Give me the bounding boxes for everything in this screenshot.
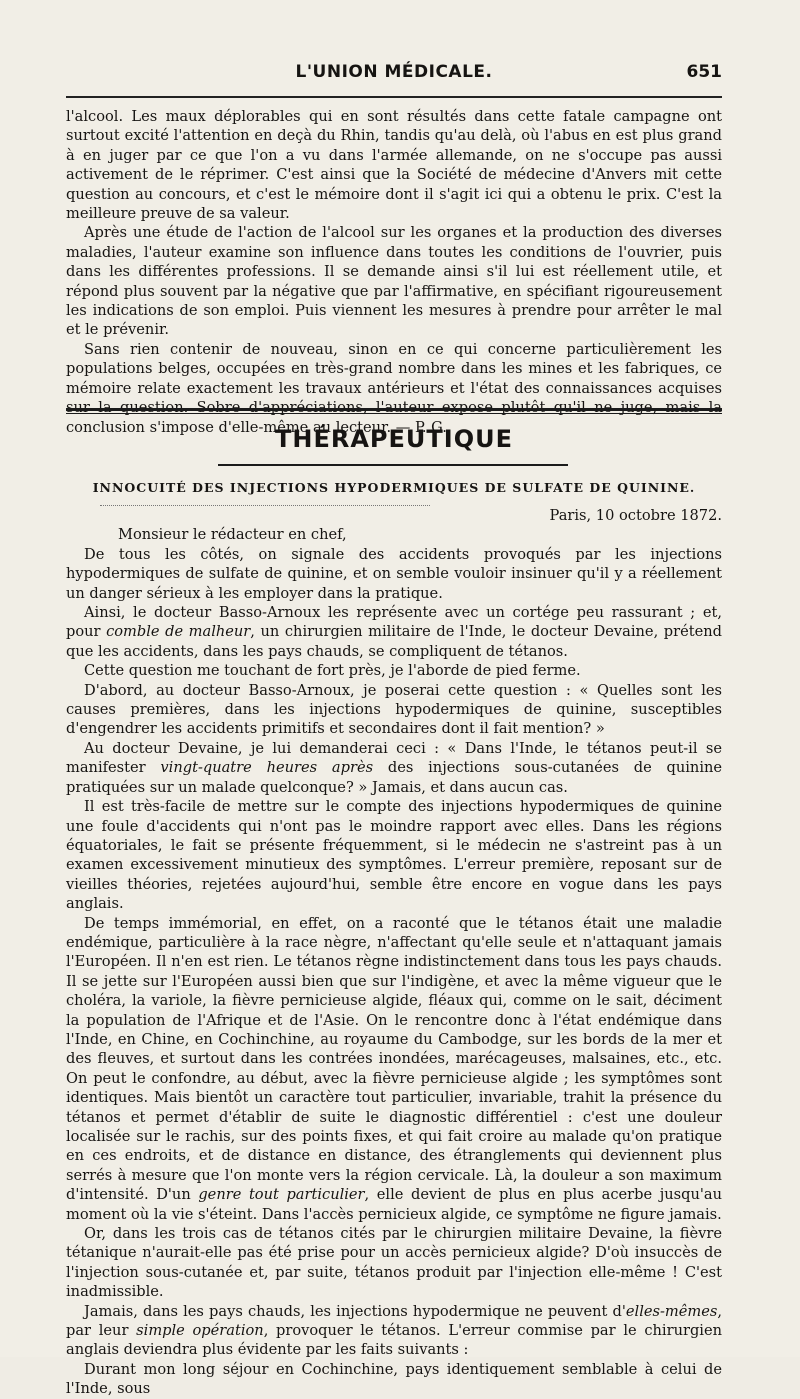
intro-paragraph-2: Après une étude de l'action de l'alcool sur les organes et la production des diverses maladies, l'auteur examine son influence dans toutes les conditions de l'ouvrier, puis dans les différentes professions. Il se demande ainsi s'il lui est réellement utile, et répond plus souvent par la négative que par l'affirmative, en spécifiant rigoureusement les indications de son emploi. Puis viennent les mesures à prendre pour arrêter le mal et le prévenir. <box>66 224 722 339</box>
letter-paragraph-4: D'abord, au docteur Basso-Arnoux, je poserai cette question : « Quelles sont les causes premières, dans les injections hypodermiques de quinine, susceptibles d'engendrer les accidents primitifs et secondaires dont il fait mention? » <box>66 681 722 738</box>
intro-text-block <box>66 107 722 437</box>
letter-paragraph-8: Or, dans les trois cas de tétanos cités par le chirurgien militaire Devaine, la fièvre tétanique n'aurait-elle pas été prise pour un accès pernicieux algide? D'où insuccès de l'injection sous-cutanée et, par suite, tétanos produit par l'injection elle-même ! C'est inadmissible. <box>66 1225 722 1301</box>
header-rule <box>66 96 722 98</box>
intro-paragraph-3: Sans rien contenir de nouveau, sinon en ce qui concerne particulièrement les populations belges, occupées en très-grand nombre dans les mines et les fabriques, ce mémoire relate exactement les travaux antérieurs et l'état des connaissances acquises sur la question. Sobre d'appréciations, l'auteur expose plutôt qu'il ne juge, mais la conclusion s'impose d'elle-même au lecteur. — P. G. <box>66 340 722 436</box>
letter-paragraph-7: De temps immémorial, en effet, on a raconté que le tétanos était une maladie endémique, particulière à la race nègre, n'affectant qu'elle seule et n'attaquant jamais l'Européen. Il n'en est rien. Le tétanos règne indistinctement dans tous les pays chauds. Il se jette sur l'Européen aussi bien que sur l'indigène, et avec la même vigueur que le choléra, la variole, la fièvre pernicieuse algide, fléaux qui, comme on le sait, déciment la population de l'Afrique et de l'Asie. On le rencontre donc à l'état endémique dans l'Inde, en Chine, en Cochinchine, au royaume du Cambodge, sur les bords de la mer et des fleuves, et surtout dans les contrées inondées, marécageuses, malsaines, etc., etc. On peut le confondre, au début, avec la fièvre pernicieuse algide ; les symptômes sont identiques. Mais bientôt un caractère tout particulier, invariable, trahit la présence du tétanos et permet d'établir de suite le diagnostic différentiel : c'est une douleur localisée sur le rachis, sur des points fixes, et qui fait croire au malade qu'on pratique en ces endroits, et de distance en distance, des étranglements qui deviennent plus serrés à mesure que l'on monte vers la région cervicale. Là, la douleur a son maximum d'intensité. D'un genre tout particulier, elle devient de plus en plus acerbe jusqu'au moment où la vie s'éteint. Dans l'accès pernicieux algide, ce symptôme ne figure jamais. <box>66 914 722 1223</box>
page-header <box>66 58 722 98</box>
letter-paragraph-10: Durant mon long séjour en Cochinchine, pays identiquement semblable à celui de l'Inde, sous <box>66 1360 722 1398</box>
letter-paragraph-5: Au docteur Devaine, je lui demanderai ceci : « Dans l'Inde, le tétanos peut-il se manifester vingt-quatre heures après des injections sous-cutanées de quinine pratiquées sur un malade quelconque? » Jamais, et dans aucun cas. <box>66 739 723 796</box>
intro-paragraph-1: l'alcool. Les maux déplorables qui en sont résultés dans cette fatale campagne ont surtout excité l'attention en deçà du Rhin, tandis qu'au delà, où l'abus en est plus grand à en juger par ce que l'on a vu dans l'armée allemande, on ne s'occupe pas aussi activement de le réprimer. C'est ainsi que la Société de médecine d'Anvers mit cette question au concours, et c'est le mémoire dont il s'agit ici qui a obtenu le prix. C'est la meilleure preuve de sa valeur. <box>66 108 722 223</box>
section-title: THÉRAPEUTIQUE <box>275 425 513 453</box>
letter-paragraph-1: De tous les côtés, on signale des accidents provoqués par les injections hypodermiques de sulfate de quinine, et on semble vouloir insinuer qu'il y a réellement un danger sérieux à les employer dans la pratique. <box>66 545 722 602</box>
page-number: 651 <box>686 62 722 82</box>
running-title: L'UNION MÉDICALE. <box>295 62 493 82</box>
section-title-rule <box>218 464 568 466</box>
salutation: Monsieur le rédacteur en chef, <box>118 526 347 544</box>
letter-paragraph-6: Il est très-facile de mettre sur le compte des injections hypodermiques de quinine une foule d'accidents qui n'ont pas le moindre rapport avec elles. Dans les régions équatoriales, le fait se présente fréquemment, si le médecin ne s'astreint pas à un examen excessivement minutieux des symptômes. L'erreur première, reposant sur de vieilles théories, rejetées aujourd'hui, semble être encore en vogue dans les pays anglais. <box>66 798 722 913</box>
article-title: INNOCUITÉ DES INJECTIONS HYPODERMIQUES DE SULFATE DE QUININE. <box>92 480 696 495</box>
dateline: Paris, 10 octobre 1872. <box>549 507 722 524</box>
letter-paragraph-3: Cette question me touchant de fort près, je l'aborde de pied ferme. <box>84 662 581 680</box>
section-divider <box>66 408 722 414</box>
letter-paragraph-9: Jamais, dans les pays chauds, les injections hypodermique ne peuvent d'elles-mêmes, par leur simple opération, provoquer le tétanos. L'erreur commise par le chirurgien anglais deviendra plus évidente par les faits suivants : <box>66 1302 722 1359</box>
letter-text-block <box>66 506 722 1399</box>
letter-paragraph-2: Ainsi, le docteur Basso-Arnoux les représente avec un cortége peu rassurant ; et, pour comble de malheur, un chirurgien militaire de l'Inde, le docteur Devaine, prétend que les accidents, dans les pays chauds, se compliquent de tétanos. <box>66 604 722 660</box>
